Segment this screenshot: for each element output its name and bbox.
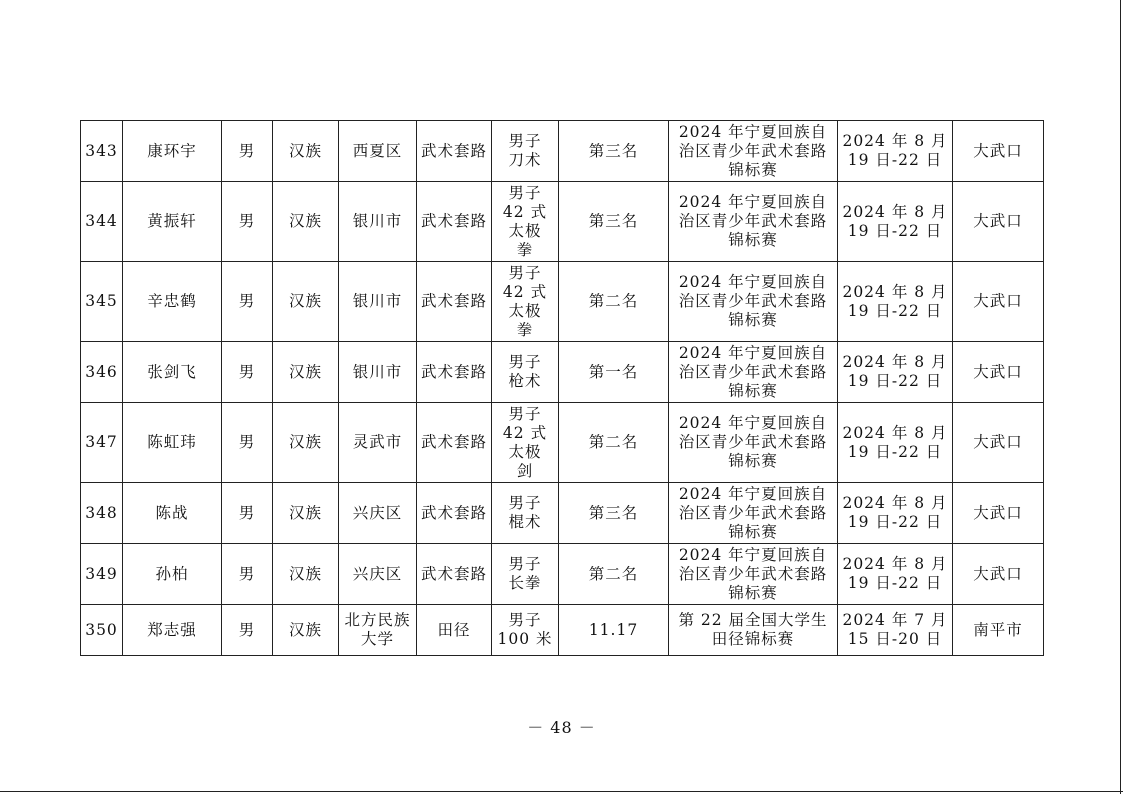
cell-ethnicity: 汉族 — [273, 403, 339, 483]
cell-date: 2024 年 8 月 19 日-22 日 — [838, 121, 953, 182]
cell-event: 男子 42 式 太极 剑 — [492, 403, 559, 483]
cell-gender: 男 — [222, 483, 273, 544]
cell-event: 男子 棍术 — [492, 483, 559, 544]
cell-sport: 武术套路 — [417, 544, 492, 605]
cell-competition: 2024 年宁夏回族自治区青少年武术套路锦标赛 — [669, 403, 838, 483]
cell-ethnicity: 汉族 — [273, 182, 339, 262]
cell-unit: 兴庆区 — [339, 483, 417, 544]
cell-number: 347 — [81, 403, 123, 483]
cell-competition: 2024 年宁夏回族自治区青少年武术套路锦标赛 — [669, 182, 838, 262]
cell-location: 大武口 — [953, 544, 1044, 605]
cell-result: 第三名 — [559, 121, 669, 182]
cell-ethnicity: 汉族 — [273, 605, 339, 656]
cell-number: 346 — [81, 342, 123, 403]
cell-sport: 田径 — [417, 605, 492, 656]
cell-sport: 武术套路 — [417, 342, 492, 403]
cell-date: 2024 年 8 月 19 日-22 日 — [838, 182, 953, 262]
cell-unit: 北方民族大学 — [339, 605, 417, 656]
cell-name: 康环宇 — [123, 121, 222, 182]
cell-event: 男子 42 式 太极 拳 — [492, 262, 559, 342]
page-number: － 48 － — [527, 718, 596, 737]
cell-ethnicity: 汉族 — [273, 121, 339, 182]
cell-location: 大武口 — [953, 262, 1044, 342]
cell-event: 男子 枪术 — [492, 342, 559, 403]
cell-result: 第一名 — [559, 342, 669, 403]
cell-sport: 武术套路 — [417, 403, 492, 483]
cell-gender: 男 — [222, 605, 273, 656]
cell-event: 男子 刀术 — [492, 121, 559, 182]
cell-number: 345 — [81, 262, 123, 342]
table-row — [81, 182, 1044, 262]
cell-event: 男子 长拳 — [492, 544, 559, 605]
cell-name: 陈战 — [123, 483, 222, 544]
page-right-border — [1120, 0, 1121, 794]
cell-competition: 2024 年宁夏回族自治区青少年武术套路锦标赛 — [669, 483, 838, 544]
cell-unit: 西夏区 — [339, 121, 417, 182]
cell-result: 第三名 — [559, 483, 669, 544]
cell-gender: 男 — [222, 544, 273, 605]
cell-date: 2024 年 8 月 19 日-22 日 — [838, 483, 953, 544]
cell-number: 350 — [81, 605, 123, 656]
cell-location: 大武口 — [953, 403, 1044, 483]
cell-ethnicity: 汉族 — [273, 544, 339, 605]
table-row — [81, 483, 1044, 544]
page-bottom-border — [0, 791, 1123, 792]
cell-result: 第三名 — [559, 182, 669, 262]
cell-event: 男子 42 式 太极 拳 — [492, 182, 559, 262]
cell-name: 孙柏 — [123, 544, 222, 605]
cell-sport: 武术套路 — [417, 182, 492, 262]
cell-location: 大武口 — [953, 182, 1044, 262]
cell-date: 2024 年 8 月 19 日-22 日 — [838, 262, 953, 342]
cell-result: 第二名 — [559, 544, 669, 605]
cell-date: 2024 年 7 月 15 日-20 日 — [838, 605, 953, 656]
cell-location: 大武口 — [953, 342, 1044, 403]
cell-result: 11.17 — [559, 605, 669, 656]
cell-date: 2024 年 8 月 19 日-22 日 — [838, 544, 953, 605]
cell-competition: 2024 年宁夏回族自治区青少年武术套路锦标赛 — [669, 544, 838, 605]
table-row — [81, 342, 1044, 403]
table-row — [81, 403, 1044, 483]
cell-location: 大武口 — [953, 121, 1044, 182]
cell-result: 第二名 — [559, 403, 669, 483]
cell-result: 第二名 — [559, 262, 669, 342]
table-row — [81, 262, 1044, 342]
cell-competition: 2024 年宁夏回族自治区青少年武术套路锦标赛 — [669, 342, 838, 403]
cell-sport: 武术套路 — [417, 262, 492, 342]
cell-number: 343 — [81, 121, 123, 182]
cell-ethnicity: 汉族 — [273, 342, 339, 403]
cell-gender: 男 — [222, 342, 273, 403]
cell-unit: 银川市 — [339, 262, 417, 342]
cell-name: 陈虹玮 — [123, 403, 222, 483]
cell-location: 南平市 — [953, 605, 1044, 656]
cell-gender: 男 — [222, 182, 273, 262]
table-row — [81, 605, 1044, 656]
cell-location: 大武口 — [953, 483, 1044, 544]
cell-gender: 男 — [222, 121, 273, 182]
cell-gender: 男 — [222, 403, 273, 483]
cell-gender: 男 — [222, 262, 273, 342]
cell-sport: 武术套路 — [417, 121, 492, 182]
cell-unit: 银川市 — [339, 342, 417, 403]
cell-ethnicity: 汉族 — [273, 262, 339, 342]
cell-competition: 2024 年宁夏回族自治区青少年武术套路锦标赛 — [669, 121, 838, 182]
cell-sport: 武术套路 — [417, 483, 492, 544]
award-records-table — [80, 120, 1044, 656]
cell-competition: 2024 年宁夏回族自治区青少年武术套路锦标赛 — [669, 262, 838, 342]
cell-date: 2024 年 8 月 19 日-22 日 — [838, 342, 953, 403]
cell-name: 黄振轩 — [123, 182, 222, 262]
cell-date: 2024 年 8 月 19 日-22 日 — [838, 403, 953, 483]
cell-competition: 第 22 届全国大学生田径锦标赛 — [669, 605, 838, 656]
cell-unit: 灵武市 — [339, 403, 417, 483]
cell-ethnicity: 汉族 — [273, 483, 339, 544]
cell-unit: 兴庆区 — [339, 544, 417, 605]
cell-number: 348 — [81, 483, 123, 544]
cell-event: 男子 100 米 — [492, 605, 559, 656]
cell-name: 张剑飞 — [123, 342, 222, 403]
cell-name: 辛忠鹤 — [123, 262, 222, 342]
table-row — [81, 121, 1044, 182]
cell-number: 349 — [81, 544, 123, 605]
cell-unit: 银川市 — [339, 182, 417, 262]
cell-name: 郑志强 — [123, 605, 222, 656]
table-row — [81, 544, 1044, 605]
cell-number: 344 — [81, 182, 123, 262]
